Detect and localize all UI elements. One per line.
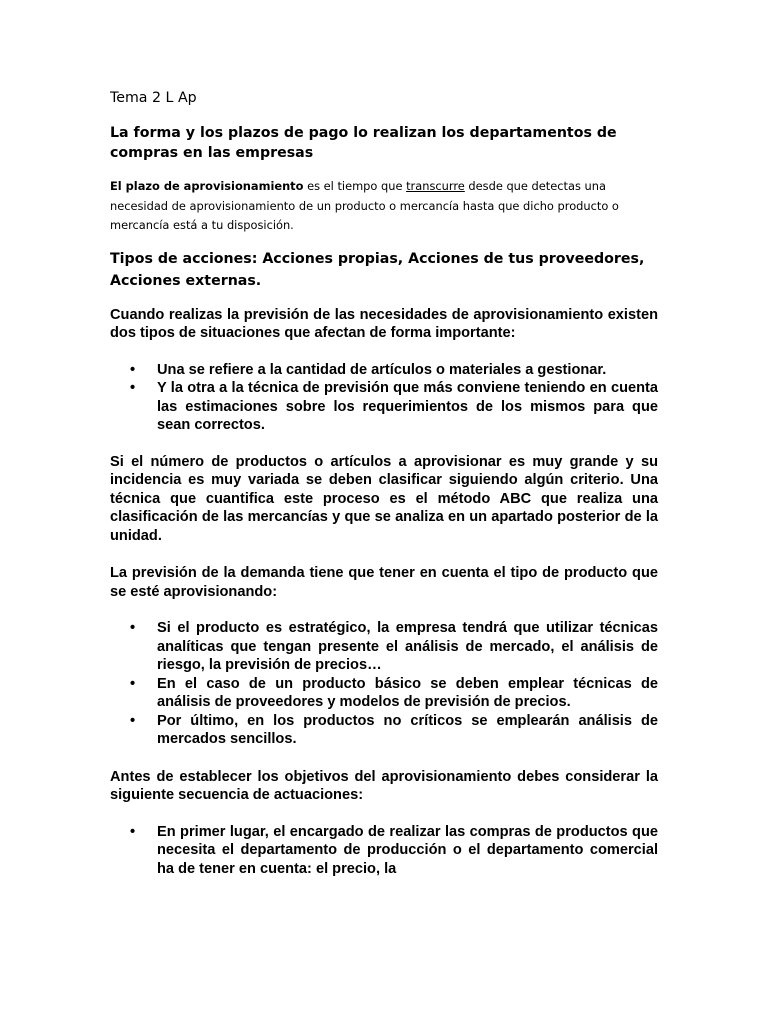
list-item-text: Y la otra a la técnica de previsión que más conviene teniendo en cuenta las estimaciones sobre los requerimientos de los mismos para que sean correctos. bbox=[157, 380, 658, 434]
list-item bbox=[110, 379, 658, 435]
situations-list bbox=[110, 361, 658, 435]
document-title: Tema 2 L Ap bbox=[110, 90, 197, 106]
list-item-text: En primer lugar, el encargado de realizar las compras de productos que necesita el departamento de producción o el departamento comercial ha de tener en cuenta: el precio, la bbox=[157, 823, 658, 877]
bullet-icon: • bbox=[130, 675, 136, 692]
intro-underlined-word: transcurre bbox=[406, 179, 465, 193]
product-types-list bbox=[110, 619, 658, 749]
list-item-text: Una se refiere a la cantidad de artículos o materiales a gestionar. bbox=[157, 361, 607, 378]
paragraph-sequence: Antes de establecer los objetivos del aprovisionamiento debes considerar la siguiente secuencia de actuaciones: bbox=[110, 768, 658, 804]
paragraph-demand-forecast: La previsión de la demanda tiene que tener en cuenta el tipo de producto que se esté aprovisionando: bbox=[110, 565, 658, 600]
list-item bbox=[110, 823, 658, 878]
intro-text-b: desde que detectas una necesidad de aprovisionamiento de un producto o mercancía hasta que dicho producto o mercancía está a tu disposición. bbox=[110, 179, 619, 232]
bullet-icon: • bbox=[130, 380, 136, 397]
actions-sequence-list bbox=[110, 823, 658, 878]
bullet-icon: • bbox=[130, 823, 136, 840]
bullet-icon: • bbox=[130, 361, 136, 378]
list-item-text: En el caso de un producto básico se deben emplear técnicas de análisis de proveedores y modelos de previsión de precios. bbox=[157, 675, 658, 711]
list-item bbox=[110, 619, 658, 675]
intro-paragraph bbox=[110, 177, 658, 236]
list-item bbox=[110, 675, 658, 712]
list-item bbox=[110, 712, 658, 749]
action-types-heading: Tipos de acciones: Acciones propias, Acciones de tus proveedores, Acciones externas. bbox=[110, 250, 645, 289]
paragraph-forecast-needs: Cuando realizas la previsión de las necesidades de aprovisionamiento existen dos tipos de situaciones que afectan de forma importante: bbox=[110, 306, 658, 342]
document-subtitle: La forma y los plazos de pago lo realizan los departamentos de compras en las empresas bbox=[110, 125, 617, 161]
intro-text-a: es el tiempo que bbox=[303, 179, 407, 193]
list-item bbox=[110, 361, 658, 380]
document-page bbox=[110, 88, 658, 878]
intro-term: El plazo de aprovisionamiento bbox=[110, 179, 304, 193]
list-item-text: Por último, en los productos no críticos se emplearán análisis de mercados sencillos. bbox=[157, 712, 658, 748]
list-item-text: Si el producto es estratégico, la empresa tendrá que utilizar técnicas analíticas que tengan presente el análisis de mercado, el análisis de riesgo, la previsión de precios… bbox=[157, 620, 658, 674]
bullet-icon: • bbox=[130, 712, 136, 729]
paragraph-abc-method: Si el número de productos o artículos a aprovisionar es muy grande y su incidencia es muy variada se deben clasificar siguiendo algún criterio. Una técnica que cuantifica este proceso es el método ABC que realiza una clasificación de las mercancías y que se analiza en un apartado posterior de la unidad. bbox=[110, 453, 658, 544]
bullet-icon: • bbox=[130, 620, 136, 637]
